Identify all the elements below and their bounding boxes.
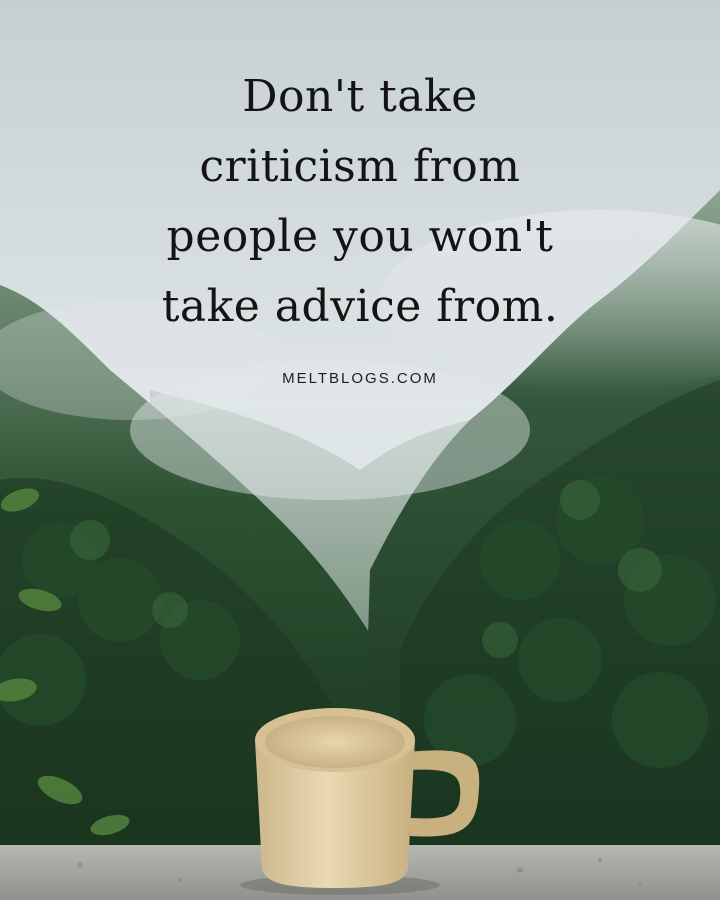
quote-text	[0, 62, 720, 342]
quote-line: take advice from.	[161, 281, 559, 332]
quote-line: Don't take	[242, 71, 478, 122]
quote-line: people you won't	[166, 211, 554, 262]
website-credit: MELTBLOGS.COM	[282, 370, 438, 387]
quote-line: criticism from	[199, 141, 521, 192]
